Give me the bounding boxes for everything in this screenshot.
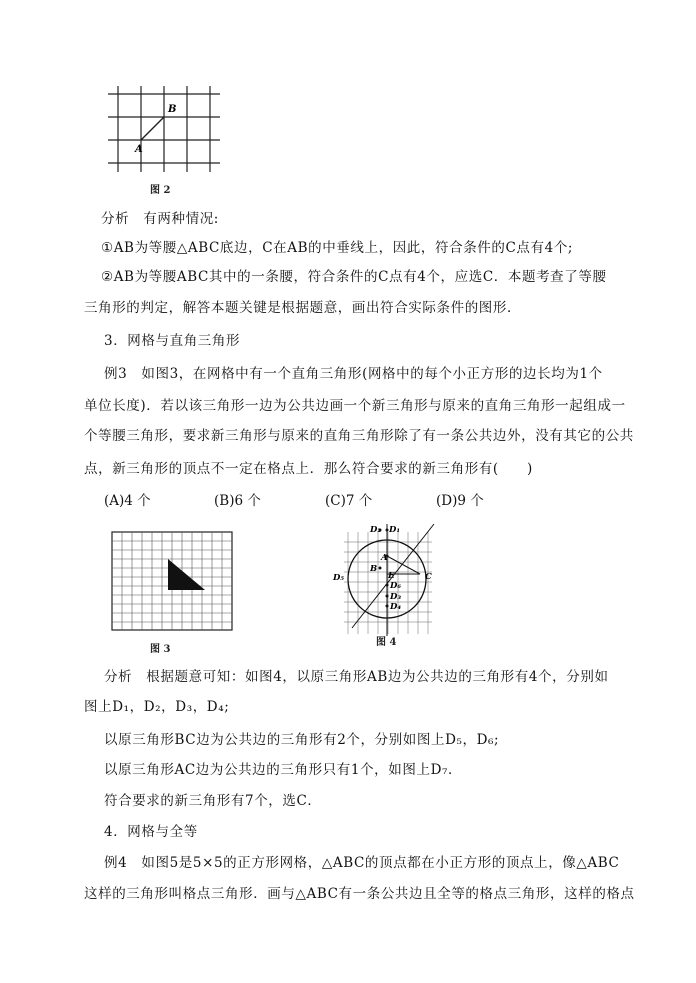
section-heading: 3．网格与直角三角形 <box>104 333 241 349</box>
fig4-label-a: A <box>381 553 388 563</box>
fig2-label-b: B <box>168 104 177 115</box>
paragraph-line: 分析 根据题意可知：如图4，以原三角形AB边为公共边的三角形有4个，分别如 <box>104 669 609 685</box>
paragraph-line: ②AB为等腰ABC其中的一条腰，符合条件的C点有4个，应选C．本题考查了等腰 <box>101 269 607 285</box>
option-b: (B)6 个 <box>214 493 261 509</box>
fig4-label-d6: D₆ <box>390 581 402 591</box>
paragraph-line: 以原三角形BC边为公共边的三角形有2个，分别如图上D₅，D₆; <box>104 732 500 748</box>
paragraph-line: 点，新三角形的顶点不一定在格点上．那么符合要求的新三角形有( ) <box>84 461 533 477</box>
fig2-label-a: A <box>135 144 143 155</box>
paragraph-line: 例3 如图3，在网格中有一个直角三角形(网格中的每个小正方形的边长均为1个 <box>104 366 603 382</box>
figure-4-caption: 图 4 <box>376 637 397 648</box>
option-c: (C)7 个 <box>325 493 373 509</box>
paragraph-line: 符合要求的新三角形有7个，选C． <box>104 793 322 809</box>
fig4-label-d5: D₅ <box>333 573 345 583</box>
fig4-label-c: C <box>425 572 432 582</box>
paragraph-line: 图上D₁，D₂，D₃，D₄; <box>84 699 230 715</box>
paragraph-line: 个等腰三角形，要求新三角形与原来的直角三角形除了有一条公共边外，没有其它的公共 <box>84 428 634 444</box>
figure-4-diagram <box>330 518 442 638</box>
figure-3-caption: 图 3 <box>150 644 171 655</box>
fig4-label-d4: D₄ <box>390 602 402 612</box>
fig4-label-d2: D₂ <box>370 525 382 535</box>
paragraph-line: ①AB为等腰△ABC底边，C在AB的中垂线上，因此，符合条件的C点有4个; <box>101 240 574 256</box>
figure-3-grid <box>110 530 236 634</box>
right-triangle-shape <box>168 559 205 590</box>
fig4-label-e: E <box>388 571 395 581</box>
paragraph-line: 分析 有两种情况: <box>101 211 219 227</box>
figure-2-caption: 图 2 <box>150 185 171 196</box>
paragraph-line: 这样的三角形叫格点三角形．画与△ABC有一条公共边且全等的格点三角形，这样的格点 <box>84 886 635 902</box>
fig4-label-d3: D₃ <box>390 592 402 602</box>
section-heading: 4．网格与全等 <box>104 824 198 840</box>
paragraph-line: 单位长度)．若以该三角形一边为公共边画一个新三角形与原来的直角三角形一起组成一 <box>84 398 626 414</box>
paragraph-line: 以原三角形AC边为公共边的三角形只有1个，如图上D₇． <box>104 762 463 778</box>
option-d: (D)9 个 <box>436 493 484 509</box>
paragraph-line: 例4 如图5是5×5的正方形网格，△ABC的顶点都在小正方形的顶点上，像△ABC <box>104 855 620 871</box>
fig4-label-d1: D₁ <box>389 525 401 535</box>
paragraph-line: 三角形的判定，解答本题关键是根据题意，画出符合实际条件的图形． <box>84 300 522 316</box>
option-a: (A)4 个 <box>104 493 151 509</box>
fig4-label-b: B <box>370 564 378 574</box>
figure-2-grid <box>108 86 220 176</box>
